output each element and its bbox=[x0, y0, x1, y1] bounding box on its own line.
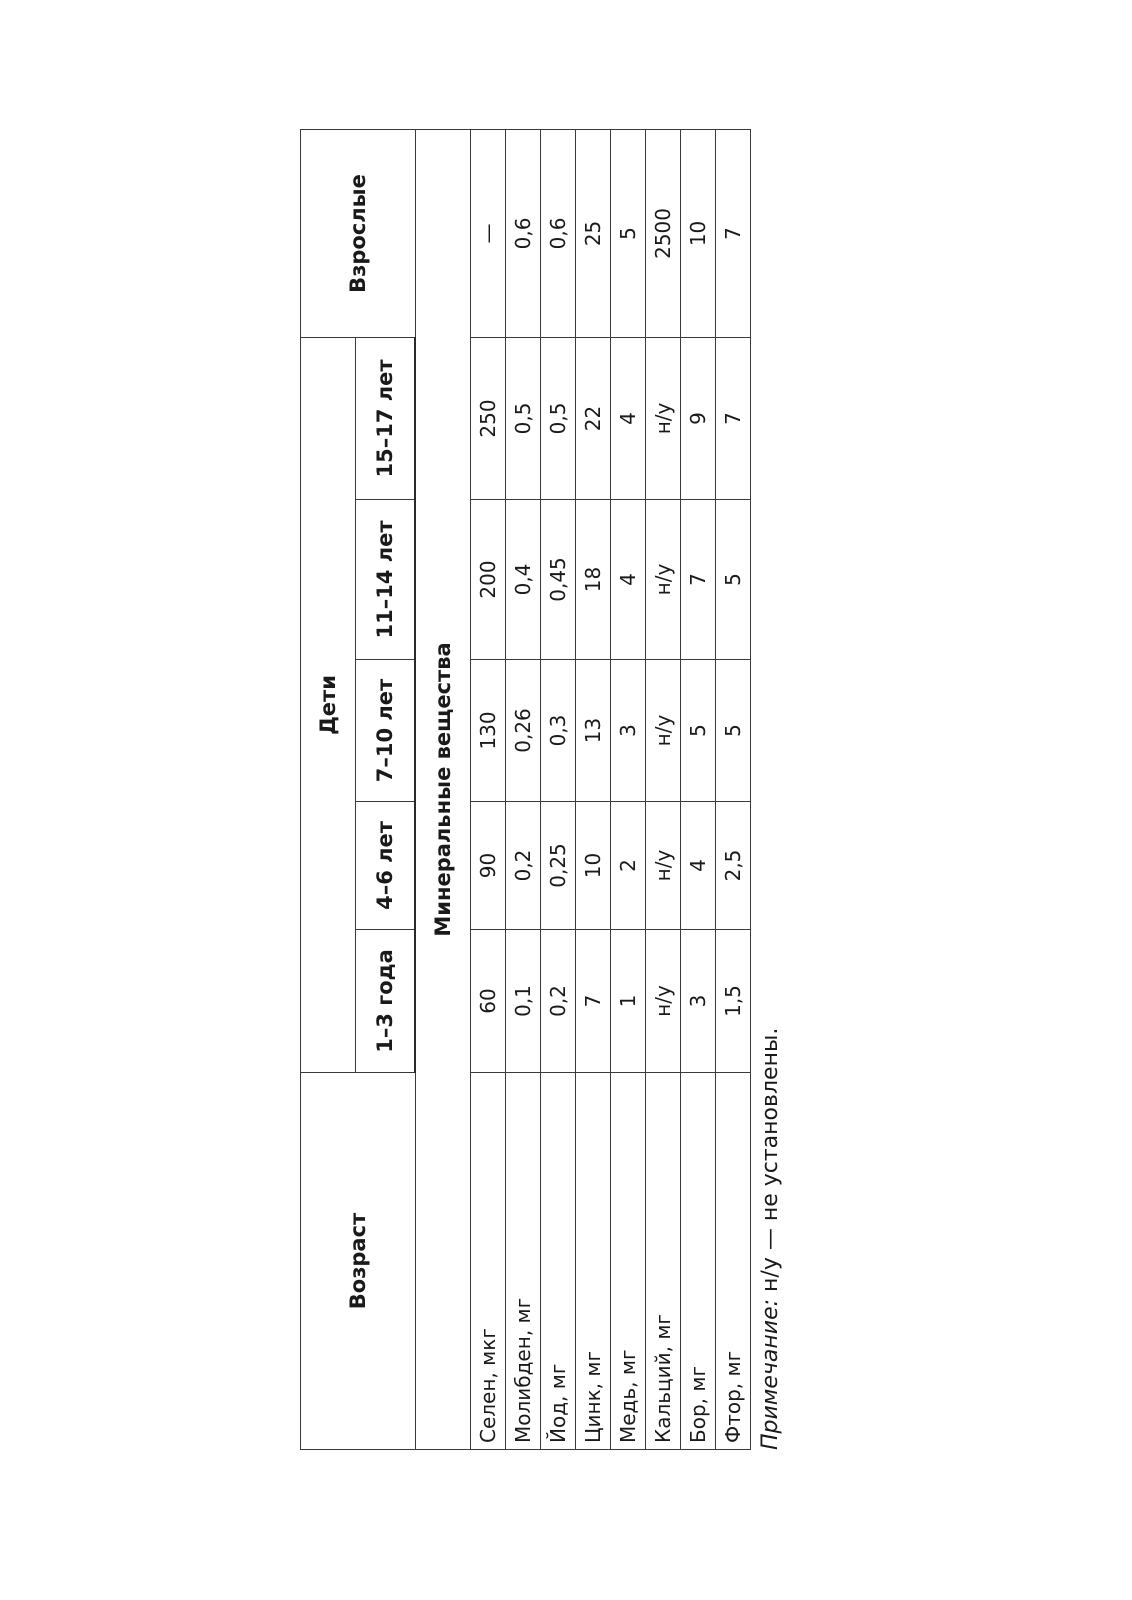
row-value: 5 bbox=[716, 500, 751, 660]
row-name: Йод, мг bbox=[541, 1073, 576, 1450]
section-title: Минеральные вещества bbox=[415, 129, 471, 1449]
row-value: 7 bbox=[716, 129, 751, 337]
row-value: 90 bbox=[471, 802, 506, 930]
row-value: 3 bbox=[611, 660, 646, 802]
table-row bbox=[646, 129, 681, 1449]
row-value: 0,6 bbox=[506, 129, 541, 337]
table-row bbox=[611, 129, 646, 1449]
table-note bbox=[758, 1028, 783, 1450]
rotated-table-block bbox=[300, 130, 800, 1450]
row-value: 22 bbox=[576, 337, 611, 499]
header-age-15-17: 15–17 лет bbox=[356, 337, 416, 499]
header-age-11-14: 11–14 лет bbox=[356, 500, 416, 660]
table-row bbox=[541, 129, 576, 1449]
row-value: 0,25 bbox=[541, 802, 576, 930]
row-name: Фтор, мг bbox=[716, 1073, 751, 1450]
row-name: Бор, мг bbox=[681, 1073, 716, 1450]
row-value: 0,6 bbox=[541, 129, 576, 337]
row-value: 1,5 bbox=[716, 930, 751, 1073]
row-value: 5 bbox=[611, 129, 646, 337]
row-value: 10 bbox=[681, 129, 716, 337]
header-children: Дети bbox=[301, 337, 356, 1072]
row-value: 200 bbox=[471, 500, 506, 660]
row-name: Молибден, мг bbox=[506, 1073, 541, 1450]
row-value: 5 bbox=[716, 660, 751, 802]
row-value: 0,26 bbox=[506, 660, 541, 802]
minerals-table bbox=[300, 129, 751, 1450]
row-value: н/у bbox=[646, 930, 681, 1073]
row-value: — bbox=[471, 129, 506, 337]
row-value: 0,5 bbox=[541, 337, 576, 499]
row-value: н/у bbox=[646, 500, 681, 660]
row-value: 0,45 bbox=[541, 500, 576, 660]
row-value: 9 bbox=[681, 337, 716, 499]
row-value: 0,4 bbox=[506, 500, 541, 660]
row-value: 4 bbox=[611, 337, 646, 499]
header-age-7-10: 7–10 лет bbox=[356, 660, 416, 802]
row-name: Медь, мг bbox=[611, 1073, 646, 1450]
row-value: 0,3 bbox=[541, 660, 576, 802]
row-name: Селен, мкг bbox=[471, 1073, 506, 1450]
row-value: н/у bbox=[646, 802, 681, 930]
header-age-4-6: 4–6 лет bbox=[356, 802, 416, 930]
row-name: Кальций, мг bbox=[646, 1073, 681, 1450]
row-value: 0,2 bbox=[506, 802, 541, 930]
row-value: 250 bbox=[471, 337, 506, 499]
table-row bbox=[576, 129, 611, 1449]
row-value: 4 bbox=[611, 500, 646, 660]
row-value: 0,5 bbox=[506, 337, 541, 499]
row-value: 5 bbox=[681, 660, 716, 802]
row-value: 25 bbox=[576, 129, 611, 337]
note-text: н/у — не установлены. bbox=[758, 1027, 783, 1299]
row-value: 60 bbox=[471, 930, 506, 1073]
table-row bbox=[681, 129, 716, 1449]
row-value: 2 bbox=[611, 802, 646, 930]
row-value: 130 bbox=[471, 660, 506, 802]
header-age-1-3: 1–3 года bbox=[356, 930, 416, 1073]
row-value: 7 bbox=[576, 930, 611, 1073]
row-value: 10 bbox=[576, 802, 611, 930]
row-value: н/у bbox=[646, 660, 681, 802]
row-value: 0,1 bbox=[506, 930, 541, 1073]
header-age: Возраст bbox=[301, 1073, 416, 1450]
table-row bbox=[471, 129, 506, 1449]
row-value: 4 bbox=[681, 802, 716, 930]
table-row bbox=[716, 129, 751, 1449]
row-value: 7 bbox=[716, 337, 751, 499]
row-value: 0,2 bbox=[541, 930, 576, 1073]
row-value: 18 bbox=[576, 500, 611, 660]
row-value: 13 bbox=[576, 660, 611, 802]
row-value: 3 bbox=[681, 930, 716, 1073]
row-value: 7 bbox=[681, 500, 716, 660]
table-row bbox=[506, 129, 541, 1449]
row-value: 2,5 bbox=[716, 802, 751, 930]
row-name: Цинк, мг bbox=[576, 1073, 611, 1450]
row-value: 2500 bbox=[646, 129, 681, 337]
note-label: Примечание: bbox=[758, 1298, 783, 1450]
row-value: 1 bbox=[611, 930, 646, 1073]
row-value: н/у bbox=[646, 337, 681, 499]
header-adults: Взрослые bbox=[301, 129, 416, 337]
